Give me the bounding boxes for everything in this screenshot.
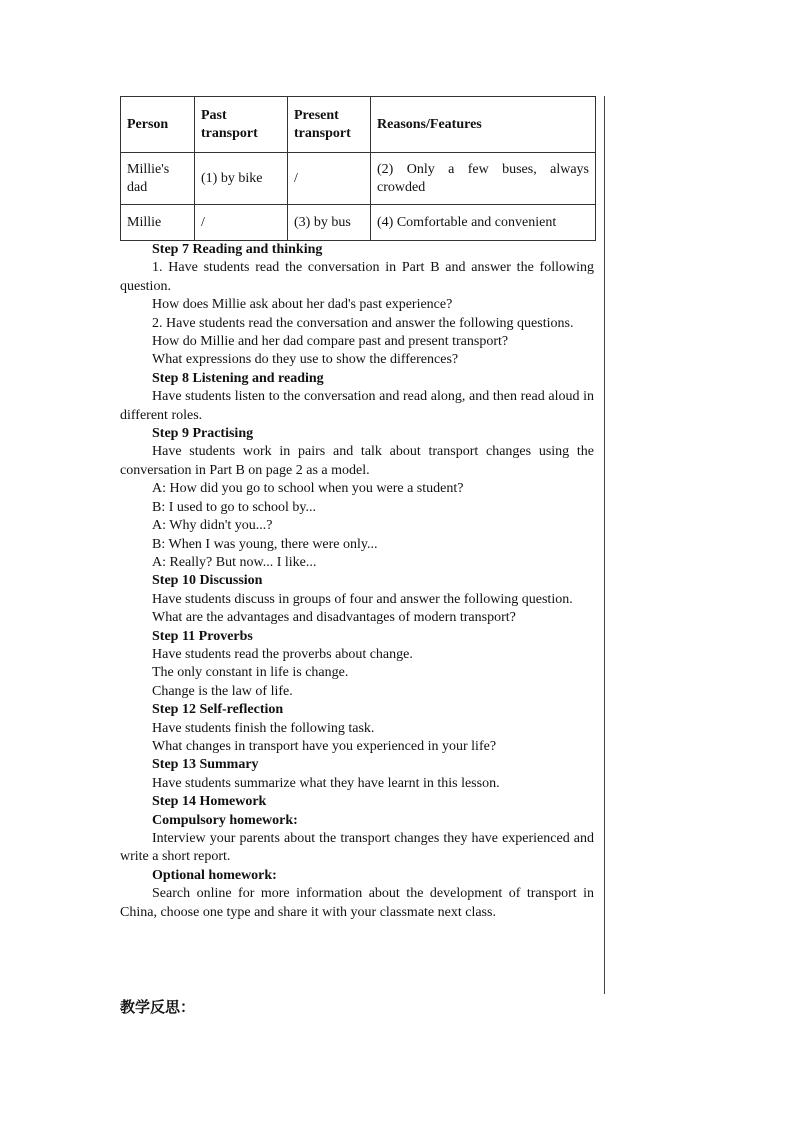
table-border-line	[604, 96, 605, 994]
paragraph: Have students read the proverbs about change.	[152, 646, 413, 662]
homework-label: Optional homework:	[152, 867, 277, 883]
lesson-steps	[120, 241, 594, 922]
header-past-transport: Past transport	[195, 97, 288, 153]
table-row	[121, 153, 596, 205]
paragraph: How does Millie ask about her dad's past experience?	[152, 297, 453, 313]
dialogue-line: A: Why didn't you...?	[152, 518, 273, 534]
step-heading: Step 8 Listening and reading	[152, 370, 324, 386]
table-row	[121, 205, 596, 241]
table-cell: Millie's dad	[121, 153, 195, 205]
table-cell: /	[195, 205, 288, 241]
paragraph: Search online for more information about the development of transport in China, choose one type and share it with your classmate next class.	[120, 886, 594, 920]
paragraph: What are the advantages and disadvantages of modern transport?	[152, 610, 516, 626]
paragraph: Have students discuss in groups of four and answer the following question.	[152, 591, 573, 607]
table-cell: (2) Only a few buses, always crowded	[371, 153, 596, 205]
paragraph: Have students listen to the conversation and read along, and then read aloud in different roles.	[120, 389, 594, 423]
homework-label: Compulsory homework:	[152, 812, 298, 828]
dialogue-line: A: Really? But now... I like...	[152, 554, 317, 570]
step-heading: Step 14 Homework	[152, 794, 267, 810]
table-cell: (3) by bus	[288, 205, 371, 241]
dialogue-line: A: How did you go to school when you were a student?	[152, 481, 464, 497]
step-heading: Step 13 Summary	[152, 757, 259, 773]
paragraph: Have students summarize what they have learnt in this lesson.	[152, 775, 500, 791]
dialogue-line: B: When I was young, there were only...	[152, 536, 378, 552]
paragraph: What changes in transport have you experienced in your life?	[152, 738, 497, 754]
paragraph: How do Millie and her dad compare past and present transport?	[152, 334, 509, 350]
step-heading: Step 11 Proverbs	[152, 628, 253, 644]
table-cell: Millie	[121, 205, 195, 241]
paragraph: The only constant in life is change.	[152, 665, 349, 681]
step-heading: Step 10 Discussion	[152, 573, 263, 589]
step-heading: Step 12 Self-reflection	[152, 702, 284, 718]
step-heading: Step 9 Practising	[152, 426, 254, 442]
table-header-row	[121, 97, 596, 153]
teaching-reflection-heading: 教学反思：	[120, 998, 196, 1016]
header-reasons: Reasons/Features	[371, 97, 596, 153]
paragraph: 2. Have students read the conversation and answer the following questions.	[152, 315, 574, 331]
paragraph: 1. Have students read the conversation in Part B and answer the following question.	[120, 260, 594, 294]
table-cell: (1) by bike	[195, 153, 288, 205]
paragraph: Have students work in pairs and talk about transport changes using the conversation in Part B on page 2 as a model.	[120, 444, 594, 478]
paragraph: Interview your parents about the transport changes they have experienced and write a short report.	[120, 831, 594, 865]
header-person: Person	[121, 97, 195, 153]
paragraph: Change is the law of life.	[152, 683, 293, 699]
paragraph: Have students finish the following task.	[152, 720, 375, 736]
paragraph: What expressions do they use to show the differences?	[152, 352, 459, 368]
dialogue-line: B: I used to go to school by...	[152, 499, 316, 515]
table-cell: (4) Comfortable and convenient	[371, 205, 596, 241]
table-cell: /	[288, 153, 371, 205]
header-present-transport: Present transport	[288, 97, 371, 153]
transport-table	[120, 96, 596, 241]
step-heading: Step 7 Reading and thinking	[152, 242, 323, 257]
